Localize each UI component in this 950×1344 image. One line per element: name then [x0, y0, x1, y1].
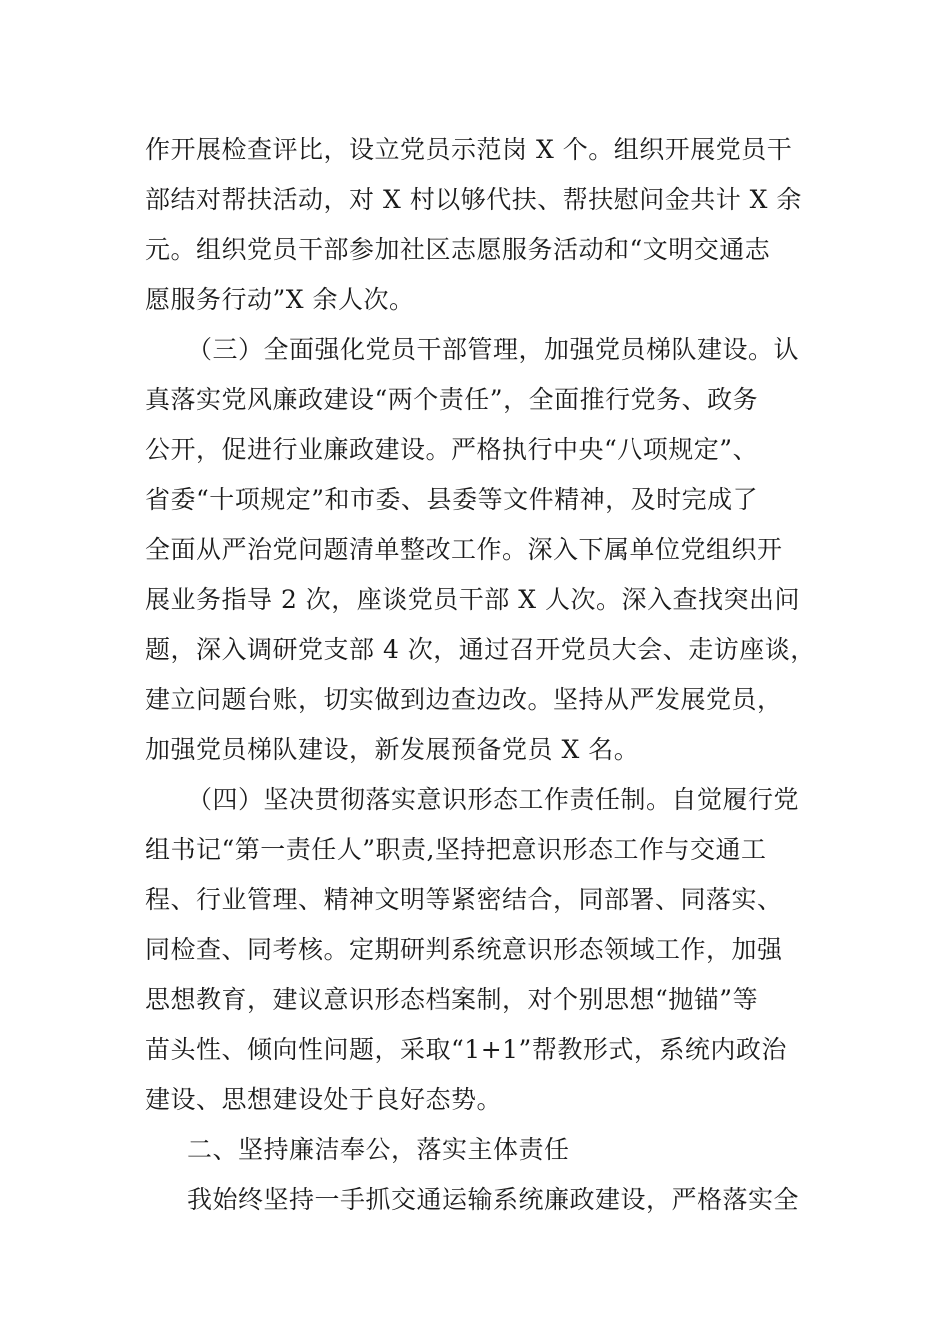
text-line: 建设、思想建设处于良好态势。	[145, 1085, 503, 1114]
text-line: 元。组织党员干部参加社区志愿服务活动和“文明交通志	[145, 235, 771, 264]
text-line: 我始终坚持一手抓交通运输系统廉政建设，严格落实全	[187, 1185, 800, 1214]
chapter-heading-line: 二、坚持廉洁奉公，落实主体责任	[187, 1135, 570, 1164]
text-line: 公开，促进行业廉政建设。严格执行中央“八项规定”、	[145, 435, 759, 464]
text-line: 展业务指导 2 次，座谈党员干部 X 人次。深入查找突出问	[145, 585, 800, 614]
text-line: 部结对帮扶活动，对 X 村以够代扶、帮扶慰问金共计 X 余	[145, 185, 802, 214]
text-line: 程、行业管理、精神文明等紧密结合，同部署、同落实、	[145, 885, 783, 914]
text-line: 省委“十项规定”和市委、县委等文件精神，及时完成了	[145, 485, 759, 514]
text-line: 同检查、同考核。定期研判系统意识形态领域工作，加强	[145, 935, 783, 964]
text-line: 思想教育，建议意识形态档案制，对个别思想“抛锚”等	[145, 985, 759, 1014]
section-heading-line: （四）坚决贯彻落实意识形态工作责任制。自觉履行党	[187, 785, 800, 814]
text-line: 作开展检查评比，设立党员示范岗 X 个。组织开展党员干	[145, 135, 793, 164]
text-line: 建立问题台账，切实做到边查边改。坚持从严发展党员，	[145, 685, 783, 714]
text-line: 真落实党风廉政建设“两个责任”，全面推行党务、政务	[145, 385, 759, 414]
section-heading-line: （三）全面强化党员干部管理，加强党员梯队建设。认	[187, 335, 800, 364]
text-line: 题，深入调研党支部 4 次，通过召开党员大会、走访座谈，	[145, 635, 816, 664]
text-line: 苗头性、倾向性问题，采取“1+1”帮教形式，系统内政治	[145, 1035, 787, 1064]
text-line: 全面从严治党问题清单整改工作。深入下属单位党组织开	[145, 535, 783, 564]
text-line: 愿服务行动”X 余人次。	[145, 285, 415, 314]
text-line: 组书记“第一责任人”职责,坚持把意识形态工作与交通工	[145, 835, 767, 864]
text-line: 加强党员梯队建设，新发展预备党员 X 名。	[145, 735, 640, 764]
